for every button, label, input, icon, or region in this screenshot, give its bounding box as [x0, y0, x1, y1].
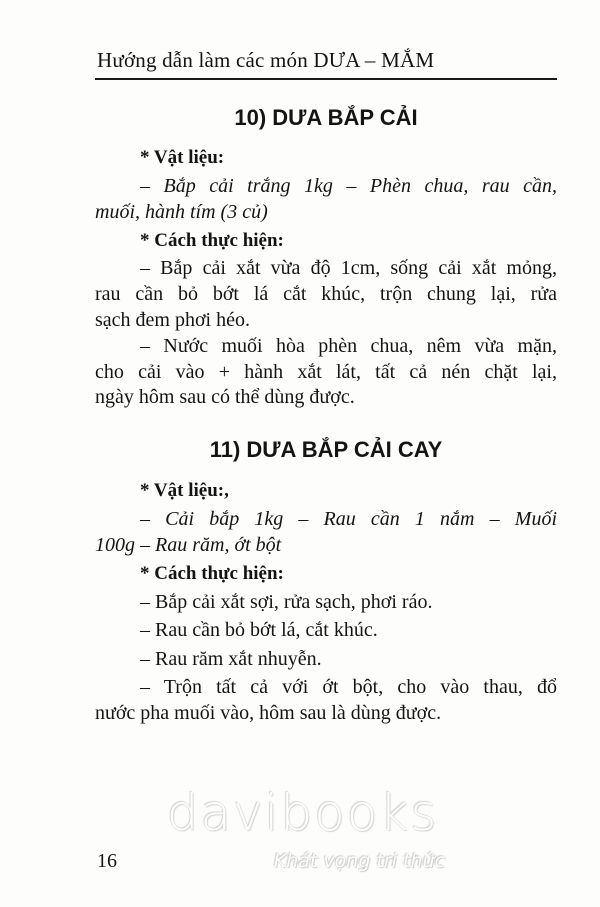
materials-line: 100g – Rau răm, ớt bột	[95, 534, 282, 556]
method-line: ngày hôm sau có thể dùng được.	[95, 386, 355, 408]
materials-heading: * Vật liệu:	[140, 147, 225, 168]
method-line: – Bắp cải xắt sợi, rửa sạch, phơi ráo.	[140, 591, 433, 613]
method-line: nước pha muối vào, hôm sau là dùng được.	[95, 702, 442, 724]
method-line: – Rau cần bỏ bớt lá, cắt khúc.	[140, 619, 378, 641]
page-number: 16	[97, 850, 117, 872]
materials-line: – Bắp cải trắng 1kg – Phèn chua, rau cần,	[140, 175, 557, 197]
method-line: sạch đem phơi héo.	[95, 309, 250, 331]
header-rule	[95, 78, 557, 80]
section-title-10: 10) DƯA BẮP CẢI	[234, 105, 418, 130]
running-header-title: Hướng dẫn làm các món DƯA – MẮM	[97, 48, 435, 72]
method-line: – Trộn tất cả với ớt bột, cho vào thau, đổ	[140, 676, 557, 698]
method-line: – Rau răm xắt nhuyễn.	[140, 648, 322, 670]
method-line: – Bắp cải xắt vừa độ 1cm, sống cải xắt mỏng,	[140, 257, 557, 279]
section-title-11: 11) DƯA BẮP CẢI CAY	[209, 437, 443, 462]
materials-line: muối, hành tím (3 củ)	[95, 201, 268, 223]
method-line: rau cần bỏ bớt lá cắt khúc, trộn chung lại, rửa	[95, 283, 557, 305]
method-heading: * Cách thực hiện:	[140, 563, 284, 584]
watermark-tagline: Khát vọng tri thức	[273, 850, 445, 872]
method-line: cho cải vào + hành xắt lát, tất cả nén chặt lại,	[95, 361, 557, 383]
materials-line: – Cải bắp 1kg – Rau cần 1 nắm – Muối	[140, 508, 557, 530]
materials-heading: * Vật liệu:,	[140, 480, 229, 501]
method-heading: * Cách thực hiện:	[140, 230, 284, 251]
method-line: – Nước muối hòa phèn chua, nêm vừa mặn,	[140, 335, 557, 357]
watermark-brand: davibooks	[166, 784, 439, 842]
